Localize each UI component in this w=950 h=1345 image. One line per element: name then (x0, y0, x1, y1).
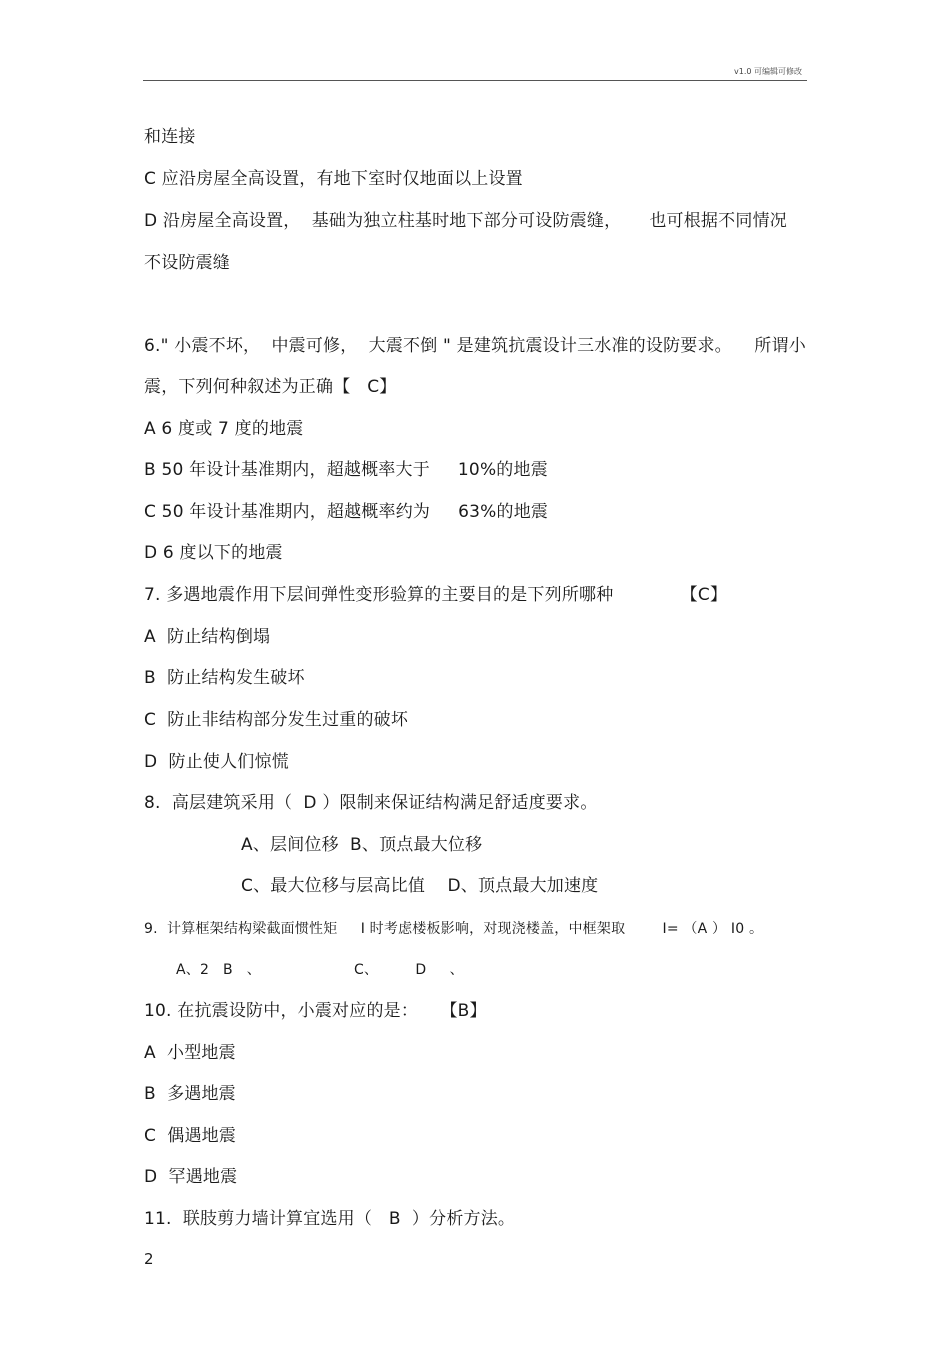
option-line: D 防止使人们惊慌 (144, 752, 289, 772)
text-line: D 沿房屋全高设置， 基础为独立柱基时地下部分可设防震缝， 也可根据不同情况 (144, 211, 787, 231)
option-line: A 防止结构倒塌 (144, 627, 271, 647)
question-9: 9. 计算框架结构梁截面惯性矩 I 时考虑楼板影响，对现浇楼盖，中框架取 I= （A ） I0 。 (144, 921, 764, 937)
header-rule (143, 80, 807, 81)
option-line: C 偶遇地震 (144, 1126, 237, 1146)
option-line: C 防止非结构部分发生过重的破坏 (144, 710, 409, 730)
text-line: 和连接 (144, 127, 196, 147)
option-line: B 防止结构发生破坏 (144, 668, 305, 688)
page-number: 2 (144, 1250, 154, 1268)
text-line: 不设防震缝 (144, 253, 230, 273)
option-line: A、2 B 、 C、 D 、 (176, 962, 464, 978)
text-line: C 应沿房屋全高设置，有地下室时仅地面以上设置 (144, 169, 523, 189)
question-7: 7. 多遇地震作用下层间弹性变形验算的主要目的是下列所哪种 【C】 (144, 585, 728, 605)
question-6-line-1: 6." 小震不坏， 中震可修， 大震不倒 " 是建筑抗震设计三水准的设防要求。 所谓小 (144, 336, 806, 356)
option-line: A 6 度或 7 度的地震 (144, 419, 304, 439)
option-line: B 50 年设计基准期内，超越概率大于 10%的地震 (144, 460, 548, 480)
option-line: A、层间位移 B、顶点最大位移 (241, 835, 483, 855)
option-line: D 6 度以下的地震 (144, 543, 283, 563)
header-note: v1.0 可编辑可修改 (734, 67, 802, 76)
question-11: 11. 联肢剪力墙计算宜选用（ B ）分析方法。 (144, 1209, 516, 1229)
question-6-line-2: 震，下列何种叙述为正确【 C】 (144, 377, 397, 397)
option-line: C 50 年设计基准期内，超越概率约为 63%的地震 (144, 502, 549, 522)
option-line: B 多遇地震 (144, 1084, 236, 1104)
question-8: 8. 高层建筑采用（ D ）限制来保证结构满足舒适度要求。 (144, 793, 598, 813)
option-line: A 小型地震 (144, 1043, 236, 1063)
question-10: 10. 在抗震设防中，小震对应的是： 【B】 (144, 1001, 487, 1021)
option-line: C、最大位移与层高比值 D、顶点最大加速度 (241, 876, 599, 896)
option-line: D 罕遇地震 (144, 1167, 238, 1187)
